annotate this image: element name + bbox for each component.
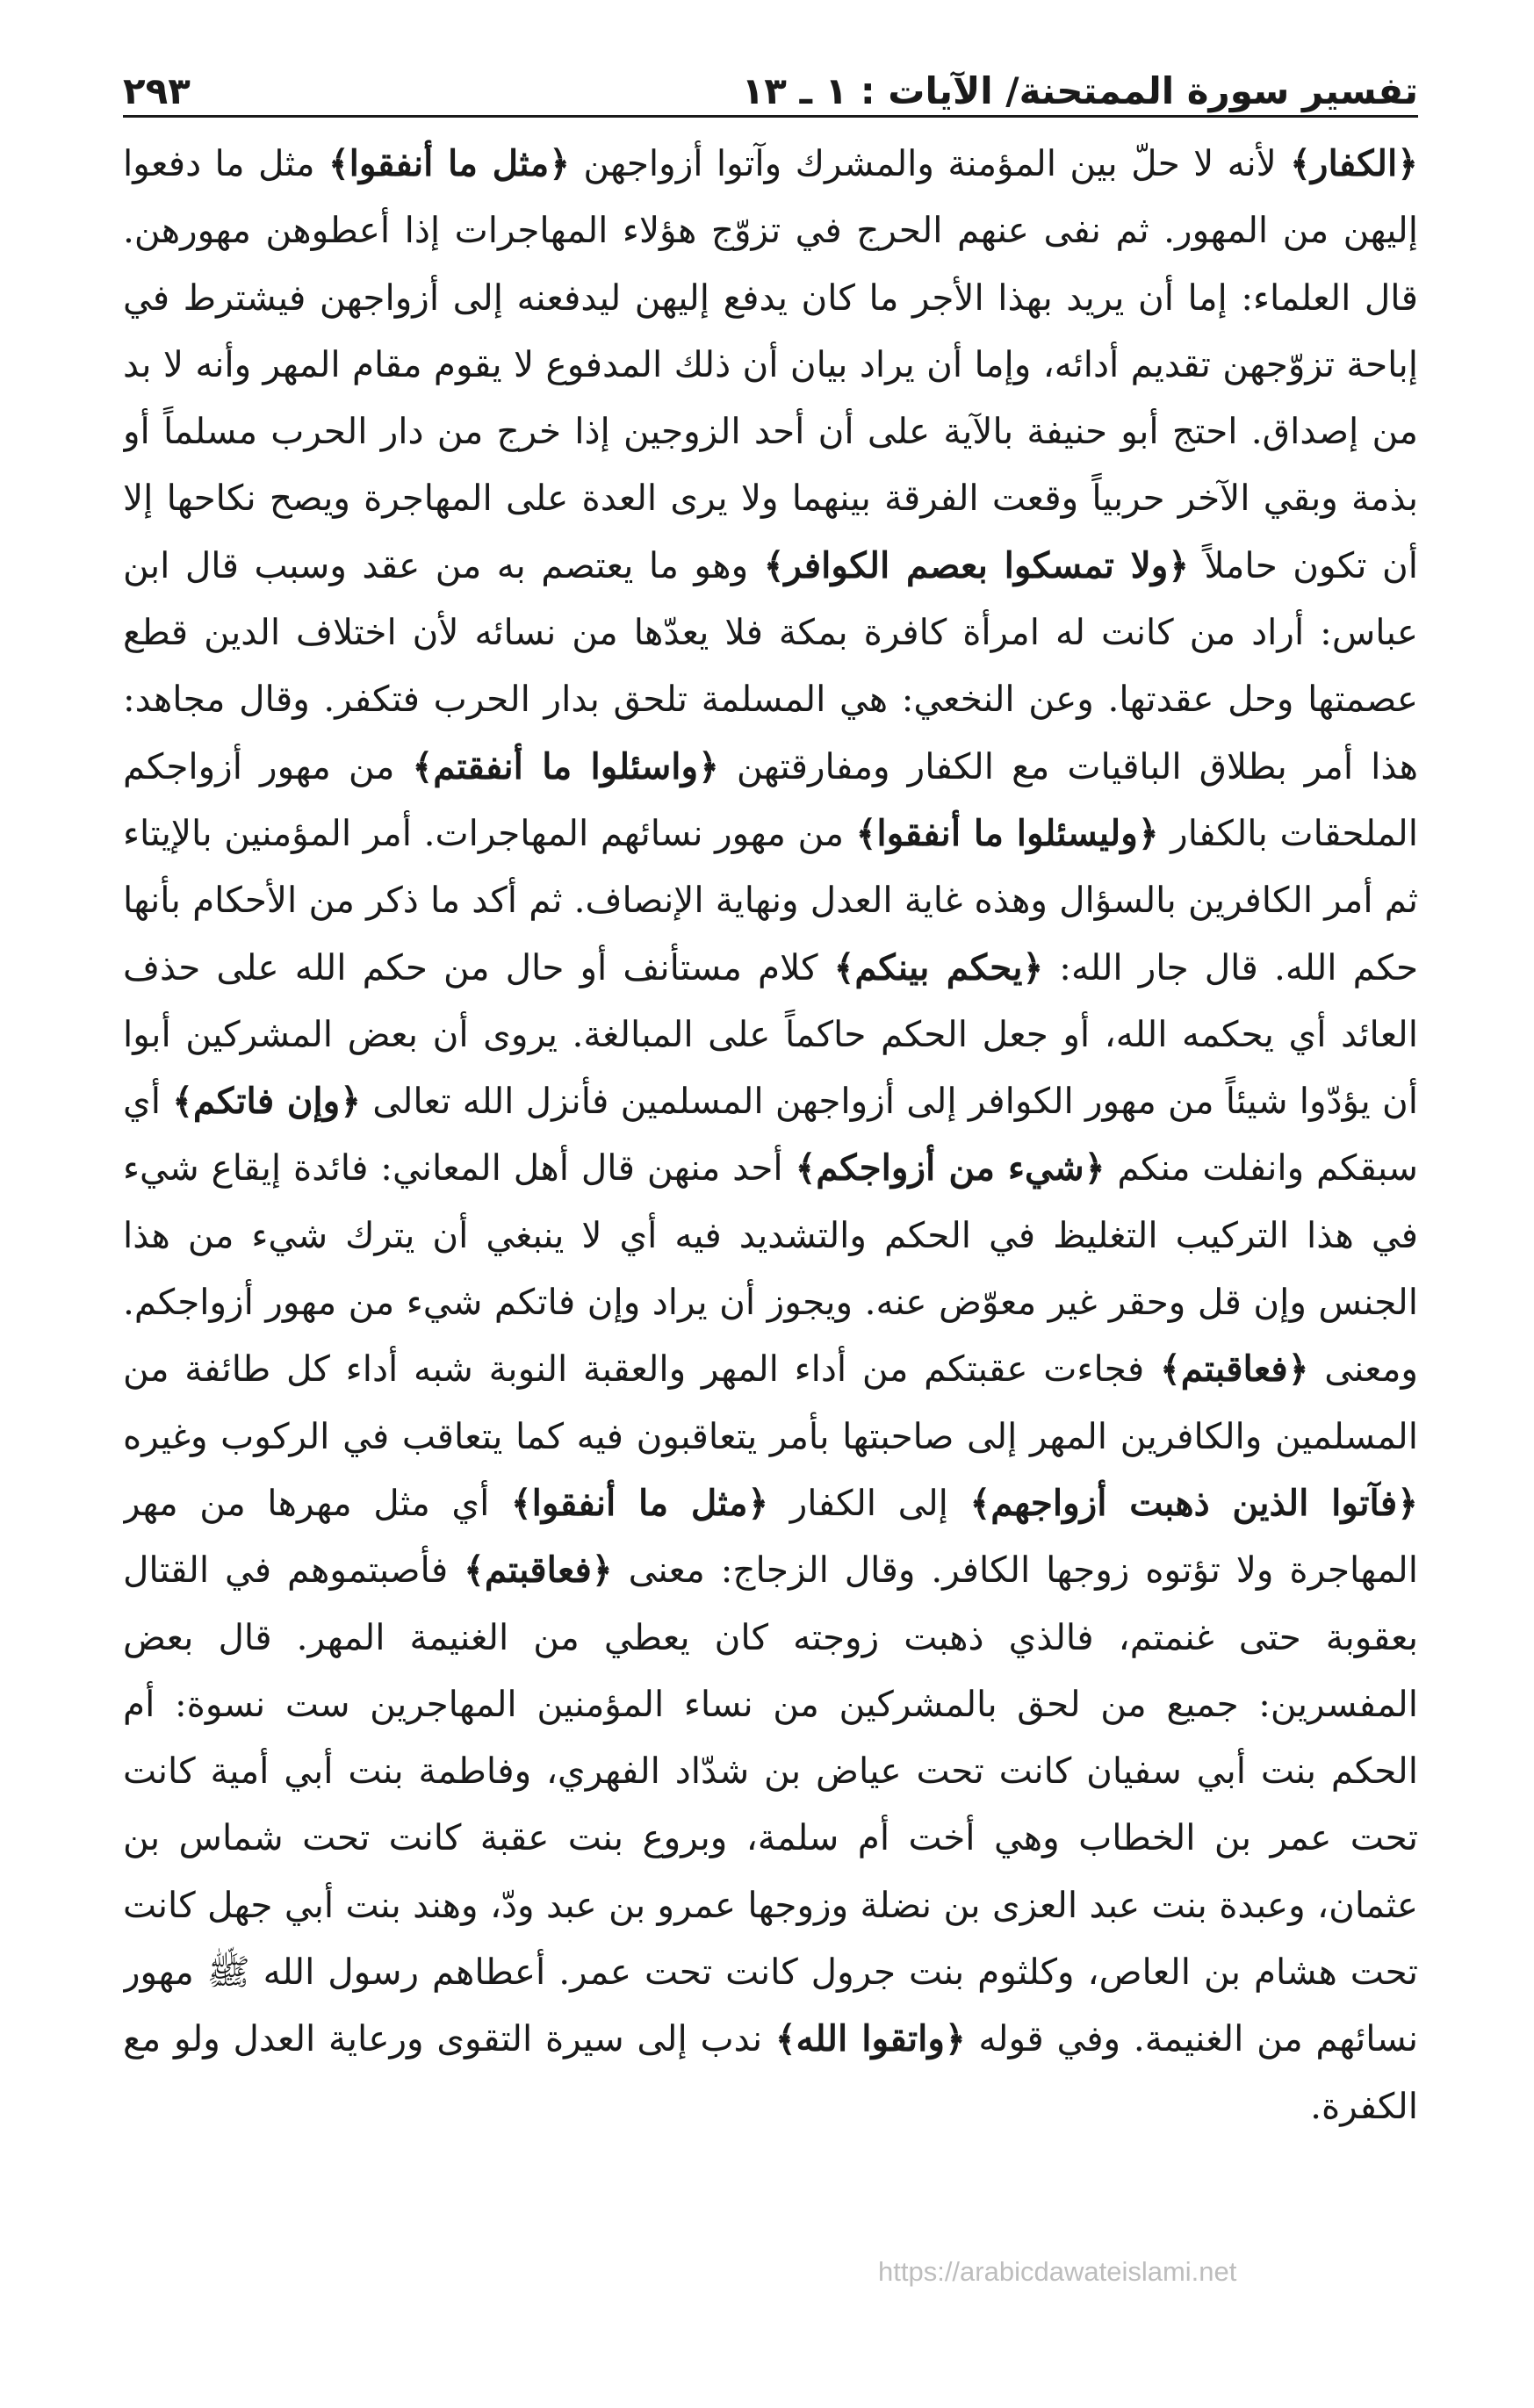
commentary-text: لأنه لا حلّ بين المؤمنة والمشرك وآتوا أزواجهن [569,142,1291,184]
tafsir-paragraph [123,130,1418,2139]
quran-quote: ﴿مثل ما أنفقوا﴾ [328,142,570,184]
quran-quote: ﴿شيء من أزواجكم﴾ [795,1146,1105,1190]
page-number: ٢٩٣ [123,69,191,112]
watermark-url: https://arabicdawateislami.net [878,2256,1237,2287]
quran-quote: ﴿يحكم بينكم﴾ [833,945,1044,988]
commentary-text: أي مثل مهرها من مهر المهاجرة ولا تؤتوه زوجها الكافر. وقال الزجاج: معنى [123,1481,1418,1592]
commentary-text: وهو ما يعتصم به من عقد وسبب قال ابن عباس: أراد من كانت له امرأة كافرة بمكة فلا يعدّها من نسائه لأن اختلاف الدين قطع عصمتها وحل عقدتها. وعن النخعي: هي المسلمة تلحق بدار الحرب فتكفر. وقال مجاهد: هذا أمر بطلاق الباقيات مع الكفار ومفارقتهن [123,543,1418,787]
quran-quote: ﴿واتقوا الله﴾ [774,2017,966,2060]
commentary-text: فجاءت عقبتكم من أداء المهر والعقبة النوبة شبه أداء كل طائفة من المسلمين والكافرين المهر إلى صاحبتها بأمر يتعاقبون فيه كما يتعاقب في الركوب وغيره [123,1348,1418,1457]
commentary-text: كلام مستأنف أو حال من حكم الله على حذف العائد أي يحكمه الله، أو جعل الحكم حاكماً على المبالغة. يروى أن بعض المشركين أبوا أن يؤدّوا شيئاً من مهور الكوافر إلى أزواجهن المسلمين فأنزل الله تعالى [123,945,1418,1123]
quran-quote: ﴿ولا تمسكوا بعصم الكوافر﴾ [763,543,1190,586]
commentary-text: مثل ما دفعوا إليهن من المهور. ثم نفى عنهم الحرج في تزوّج هؤلاء المهاجرات إذا أعطوهن مهورهن. قال العلماء: إما أن يريد بهذا الأجر ما كان يدفع إليهن ليدفعنه إلى أزواجهن فيشترط في إباحة تزوّجهن تقديم أدائه، وإما أن يراد بيان أن ذلك المدفوع لا يقوم مقام المهر وأنه لا بد من إصداق. احتج أبو حنيفة بالآية على أن أحد الزوجين إذا خرج من دار الحرب مسلماً أو بذمة وبقي الآخر حربياً وقعت الفرقة بينهما ولا يرى العدة على المهاجرة ويصح نكاحها إلا أن تكون حاملاً [123,142,1418,586]
quran-quote: ﴿فعاقبتم﴾ [1160,1348,1309,1391]
quran-quote: ﴿الكفار﴾ [1290,142,1418,184]
quran-quote: ﴿وإن فاتكم﴾ [172,1080,361,1123]
quran-quote: ﴿مثل ما أنفقوا﴾ [510,1481,769,1524]
commentary-text: ندب إلى سيرة التقوى ورعاية العدل ولو مع الكفرة. [123,2017,1418,2127]
quran-quote: ﴿فعاقبتم﴾ [464,1549,613,1592]
quran-quote: ﴿واسئلوا ما أنفقتم﴾ [412,744,719,787]
running-title: تفسير سورة الممتحنة/ الآيات : ١ ـ ١٣ [741,69,1418,112]
commentary-text: إلى الكفار [768,1481,970,1524]
commentary-text: من مهور نسائهم المهاجرات. أمر المؤمنين بالإيتاء ثم أمر الكافرين بالسؤال وهذه غاية العدل ونهاية الإنصاف. ثم أكد ما ذكر من الأحكام بأنها حكم الله. قال جار الله: [123,811,1418,988]
commentary-text: من مهور أزواجكم الملحقات بالكفار [123,744,1418,854]
quran-quote: ﴿فآتوا الذين ذهبت أزواجهم﴾ [969,1481,1418,1524]
body-text [123,130,1418,2219]
commentary-text: أي سبقكم وانفلت منكم [123,1080,1418,1190]
page-header [123,54,1418,118]
commentary-text: فأصبتموهم في القتال بعقوبة حتى غنمتم، فالذي ذهبت زوجته كان يعطي من الغنيمة المهر. قال بعض المفسرين: جميع من لحق بالمشركين من نساء المؤمنين المهاجرين ست نسوة: أم الحكم بنت أبي سفيان كانت تحت عياض بن شدّاد الفهري، وفاطمة بنت أبي أمية كانت تحت عمر بن الخطاب وهي أخت أم سلمة، وبروع بنت عقبة كانت تحت شماس بن عثمان، وعبدة بنت عبد العزى بن نضلة وزوجها عمرو بن عبد ودّ، وهند بنت أبي جهل كانت تحت هشام بن العاص، وكلثوم بنت جرول كانت تحت عمر. أعطاهم رسول الله ﷺ مهور نسائهم من الغنيمة. وفي قوله [123,1549,1418,2060]
quran-quote: ﴿وليسئلوا ما أنفقوا﴾ [855,811,1159,854]
commentary-text: أحد منهن قال أهل المعاني: فائدة إيقاع شيء في هذا التركيب التغليظ في الحكم والتشديد فيه أي لا ينبغي أن يترك شيء من هذا الجنس وإن قل وحقر غير معوّض عنه. ويجوز أن يراد وإن فاتكم شيء من مهور أزواجكم. ومعنى [123,1146,1418,1391]
